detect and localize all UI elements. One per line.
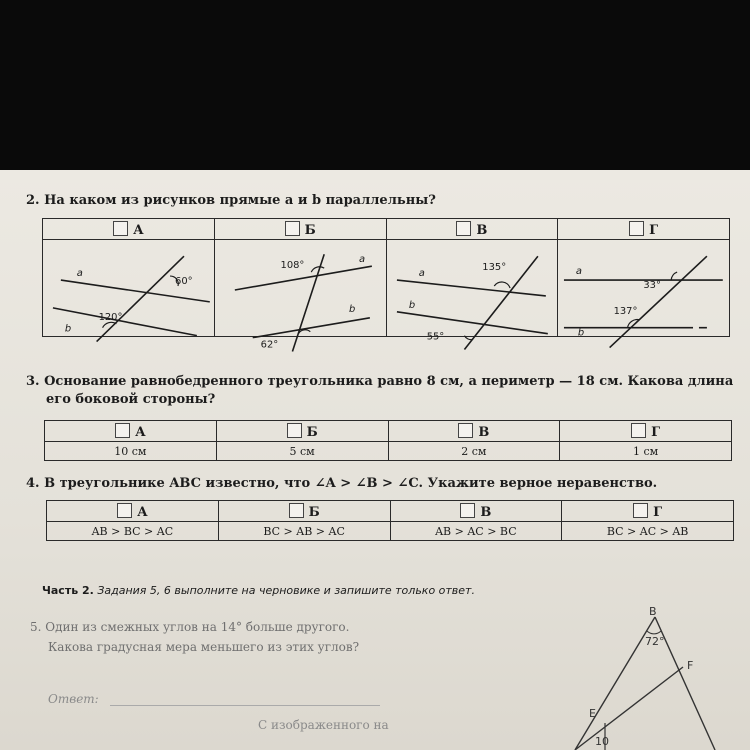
q4-option-v-value: AB > AC > BC — [390, 522, 562, 541]
question-2-options-table — [42, 218, 730, 351]
checkbox[interactable] — [458, 423, 473, 438]
q4-option-v-header[interactable]: В — [390, 501, 562, 522]
question-3-text: 3. Основание равнобедренного треугольника равно 8 см, а периметр — 18 см. Какова длина — [26, 374, 734, 389]
figure-v-diagram — [387, 240, 558, 343]
q2-figure-a — [43, 240, 215, 337]
checkbox[interactable] — [115, 423, 130, 438]
svg-text:62°: 62° — [260, 339, 278, 351]
checkbox[interactable] — [456, 221, 471, 236]
figure-b-diagram — [215, 240, 386, 351]
q4-option-a-header[interactable]: А — [47, 501, 219, 522]
answer-line[interactable] — [110, 705, 380, 706]
svg-text:120°: 120° — [98, 311, 123, 323]
svg-text:60°: 60° — [175, 276, 193, 288]
checkbox[interactable] — [629, 221, 644, 236]
svg-text:b: b — [578, 327, 585, 339]
svg-text:a: a — [418, 268, 425, 280]
q4-option-b-header[interactable]: Б — [218, 501, 390, 522]
svg-text:137°: 137° — [613, 305, 638, 317]
q3-option-b-value: 5 см — [216, 442, 388, 461]
q2-option-v-header[interactable]: В — [386, 219, 558, 240]
vertex-b-label: B — [649, 605, 657, 618]
q2-option-g-header[interactable]: Г — [558, 219, 730, 240]
q3-option-v-header[interactable]: В — [388, 421, 560, 442]
svg-text:55°: 55° — [426, 331, 444, 343]
q3-option-b-header[interactable]: Б — [216, 421, 388, 442]
checkbox[interactable] — [285, 221, 300, 236]
angle-b-label: 72° — [645, 635, 665, 648]
part-2-heading — [42, 584, 475, 597]
question-6-fragment: С изображенного на — [258, 718, 389, 732]
q4-option-a-value: AB > BC > AC — [47, 522, 219, 541]
part-2-label: Часть 2. — [42, 584, 94, 597]
svg-text:135°: 135° — [481, 262, 506, 274]
svg-text:108°: 108° — [280, 260, 305, 272]
question-2-text: 2. На каком из рисунков прямые a и b параллельны? — [26, 193, 436, 208]
question-4-options-table — [46, 500, 734, 541]
worksheet-page — [0, 170, 750, 750]
q2-option-b-header[interactable]: Б — [214, 219, 386, 240]
svg-text:a: a — [76, 268, 83, 280]
figure-a-diagram — [43, 240, 214, 336]
checkbox[interactable] — [289, 503, 304, 518]
checkbox[interactable] — [113, 221, 128, 236]
q2-figure-v — [386, 240, 558, 343]
question-3-text-cont: его боковой стороны? — [46, 392, 216, 407]
triangle-figure — [565, 605, 750, 750]
q4-option-g-value: BC > AC > AB — [562, 522, 734, 541]
svg-text:a: a — [576, 266, 583, 278]
question-5-text: 5. Один из смежных углов на 14° больше другого. — [30, 620, 350, 634]
q2-figure-g — [558, 240, 730, 337]
answer-label: Ответ: — [48, 692, 99, 706]
checkbox[interactable] — [117, 503, 132, 518]
vertex-f-label: F — [687, 659, 694, 672]
figure-g-diagram — [558, 240, 729, 339]
q2-figure-b — [214, 240, 386, 351]
angle-bottom-label: 10 — [595, 735, 609, 748]
svg-text:33°: 33° — [643, 280, 662, 291]
checkbox[interactable] — [633, 503, 648, 518]
question-4-text: 4. В треугольнике ABC известно, что ∠A > ∠B > ∠C. Укажите верное неравенство. — [26, 476, 658, 491]
q4-option-b-value: BC > AB > AC — [218, 522, 390, 541]
q4-option-g-header[interactable]: Г — [562, 501, 734, 522]
svg-text:b: b — [408, 299, 415, 311]
q2-option-a-header[interactable]: А — [43, 219, 215, 240]
q3-option-a-value: 10 см — [45, 442, 217, 461]
svg-text:b: b — [64, 323, 72, 335]
question-5-text-cont: Какова градусная мера меньшего из этих углов? — [48, 640, 360, 654]
q3-option-v-value: 2 см — [388, 442, 560, 461]
vertex-e-label: E — [589, 707, 596, 720]
checkbox[interactable] — [287, 423, 302, 438]
svg-text:a: a — [358, 254, 365, 266]
q3-option-g-header[interactable]: Г — [560, 421, 732, 442]
q3-option-a-header[interactable]: А — [45, 421, 217, 442]
svg-text:b: b — [348, 303, 356, 315]
q3-option-g-value: 1 см — [560, 442, 732, 461]
part-2-instructions: Задания 5, 6 выполните на черновике и запишите только ответ. — [97, 584, 475, 597]
checkbox[interactable] — [460, 503, 475, 518]
checkbox[interactable] — [631, 423, 646, 438]
question-3-options-table — [44, 420, 732, 461]
